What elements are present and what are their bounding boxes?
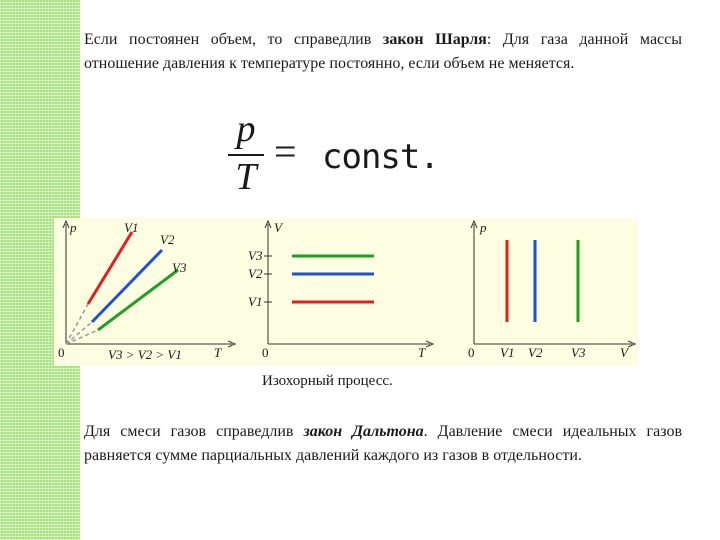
graph3-xlabel: V — [620, 345, 628, 360]
graph1-v3-dashed — [66, 330, 98, 344]
graph1-series-v1-label: V1 — [124, 220, 139, 235]
charles-law-term: закон Шарля — [382, 31, 487, 48]
formula-denominator: T — [235, 156, 257, 198]
graphs-caption: Изохорный процесс. — [262, 373, 393, 389]
para1-lead: Если постоянен объем, то справедлив — [84, 31, 383, 48]
graph3-series-v2-label: V2 — [528, 345, 543, 360]
graphs-svg — [54, 218, 638, 366]
formula-equals: = — [274, 129, 297, 174]
graph1-v1-line — [88, 232, 132, 304]
graph3-ylabel: p — [480, 220, 487, 235]
graph2-series-v3-label: V3 — [248, 248, 263, 263]
graph1-v2-dashed — [66, 322, 92, 344]
graph1-xlabel: T — [214, 345, 222, 360]
formula-rhs: const — [322, 137, 420, 177]
para2-lead: Для смеси газов справедлив — [84, 423, 304, 440]
graph2-xlabel: T — [418, 345, 426, 360]
para2-rest: . Давление смеси идеальных газов равняется сумме парциальных давлений каждого из газов в отдельности. — [84, 423, 682, 464]
graph1-series-v2-label: V2 — [160, 232, 175, 247]
graph1-origin: 0 — [58, 345, 65, 360]
para1-rest: : Для газа данной массы отношение давления к температуре постоянно, если объем не меняется. — [84, 31, 682, 72]
graph1-v2-line — [92, 250, 162, 322]
graph2-series-v1-label: V1 — [248, 294, 263, 309]
graph1-series-v3-label: V3 — [172, 260, 187, 275]
paragraph-charles-law — [84, 28, 682, 76]
graph2-series-v2-label: V2 — [248, 266, 263, 281]
graph3-origin: 0 — [468, 345, 475, 360]
dalton-law-term: закон Дальтона — [303, 423, 424, 440]
graph3-series-v1-label: V1 — [500, 345, 515, 360]
formula-dot: . — [419, 137, 439, 177]
graph3-series-v3-label: V3 — [571, 345, 586, 360]
graph1-v3-line — [98, 270, 178, 330]
paragraph-dalton-law — [84, 420, 682, 468]
graph2-origin: 0 — [262, 345, 269, 360]
formula-numerator: p — [236, 108, 256, 150]
graph1-ylabel: p — [70, 220, 77, 235]
graph1-v1-dashed — [66, 304, 88, 344]
formula-fraction — [226, 110, 266, 200]
charles-formula — [226, 108, 439, 200]
graph1-volume-order-annotation: V3 > V2 > V1 — [108, 347, 182, 362]
isochoric-graphs — [54, 218, 638, 366]
formula-const — [322, 137, 439, 177]
graph2-ylabel: V — [274, 220, 282, 235]
